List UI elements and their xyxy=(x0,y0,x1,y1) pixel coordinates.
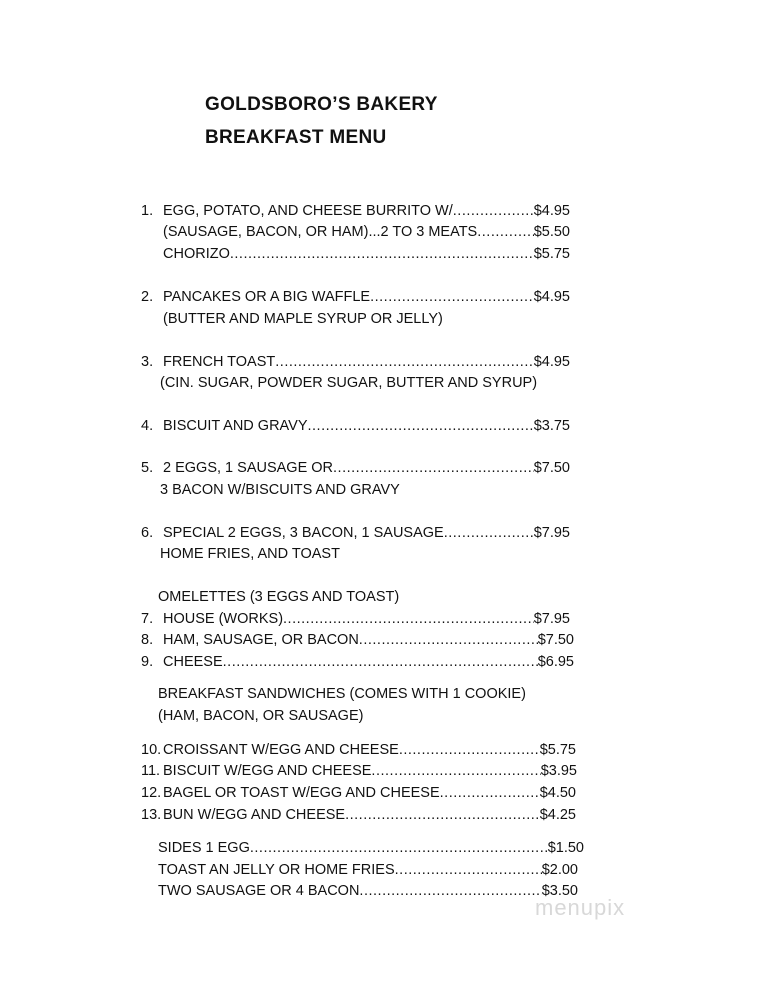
item-number: 4. xyxy=(141,418,154,434)
item-number: 3. xyxy=(141,354,154,370)
menu-line xyxy=(141,805,576,825)
menu-line xyxy=(163,309,623,329)
dot-leader xyxy=(345,805,540,825)
menu-line xyxy=(141,630,574,650)
sandwiches-subheader: (HAM, BACON, OR SAUSAGE) xyxy=(158,708,364,724)
menu-line xyxy=(160,544,620,564)
dot-leader xyxy=(359,630,538,650)
item-name: PANCAKES OR A BIG WAFFLE xyxy=(163,289,371,305)
item-name: CROISSANT W/EGG AND CHEESE xyxy=(163,742,399,758)
menu-line xyxy=(163,222,570,242)
item-name: BUN W/EGG AND CHEESE xyxy=(163,807,346,823)
item-number: 2. xyxy=(141,289,154,305)
sandwiches-header: BREAKFAST SANDWICHES (COMES WITH 1 COOKIE) xyxy=(158,686,526,702)
item-price: $6.95 xyxy=(537,654,574,670)
item-number: 11. xyxy=(141,763,161,779)
item-name: HOME FRIES, AND TOAST xyxy=(160,546,340,562)
dot-leader xyxy=(223,652,538,672)
item-price: $7.50 xyxy=(537,632,574,648)
item-number: 10. xyxy=(141,742,162,758)
item-name: (BUTTER AND MAPLE SYRUP OR JELLY) xyxy=(163,311,443,327)
menu-line xyxy=(158,881,578,901)
item-number: 6. xyxy=(141,525,154,541)
menu-line xyxy=(141,652,574,672)
menu-line xyxy=(158,860,578,880)
item-name: EGG, POTATO, AND CHEESE BURRITO W/ xyxy=(163,203,453,219)
item-price: $1.50 xyxy=(547,840,584,856)
item-name: 2 EGGS, 1 SAUSAGE OR xyxy=(163,460,334,476)
item-name: FRENCH TOAST xyxy=(163,354,276,370)
item-name: SPECIAL 2 EGGS, 3 BACON, 1 SAUSAGE xyxy=(163,525,444,541)
menu-line xyxy=(141,783,576,803)
dot-leader xyxy=(371,761,540,781)
menupix-watermark: menupix xyxy=(535,895,626,920)
item-number: 8. xyxy=(141,632,154,648)
item-name: BISCUIT W/EGG AND CHEESE xyxy=(163,763,372,779)
dot-leader xyxy=(399,740,540,760)
item-price: $5.75 xyxy=(533,246,570,262)
item-price: $7.50 xyxy=(533,460,570,476)
menu-line xyxy=(141,740,576,760)
item-price: $4.95 xyxy=(533,289,570,305)
item-name: HAM, SAUSAGE, OR BACON xyxy=(163,632,359,648)
menu-line xyxy=(141,761,577,781)
dot-leader xyxy=(230,244,534,264)
item-price: $2.00 xyxy=(541,862,578,878)
dot-leader xyxy=(453,201,534,221)
dot-leader xyxy=(440,783,540,803)
item-name: (CIN. SUGAR, POWDER SUGAR, BUTTER AND SYRUP) xyxy=(160,375,538,391)
item-price: $4.50 xyxy=(539,785,576,801)
item-price: $4.95 xyxy=(533,203,570,219)
item-name: CHEESE xyxy=(163,654,223,670)
item-price: $3.75 xyxy=(533,418,570,434)
item-name: TWO SAUSAGE OR 4 BACON xyxy=(158,883,360,899)
item-number: 1. xyxy=(141,203,154,219)
menu-line xyxy=(141,458,570,478)
item-number: 13. xyxy=(141,807,162,823)
item-name: BISCUIT AND GRAVY xyxy=(163,418,308,434)
item-price: $4.25 xyxy=(539,807,576,823)
menu-line xyxy=(160,373,620,393)
item-name: SIDES 1 EGG xyxy=(158,840,250,856)
item-price: $5.75 xyxy=(539,742,576,758)
item-price: $3.50 xyxy=(541,883,578,899)
item-name: (SAUSAGE, BACON, OR HAM)...2 TO 3 MEATS xyxy=(163,224,478,240)
item-name: CHORIZO xyxy=(163,246,230,262)
dot-leader xyxy=(444,523,534,543)
omelettes-header: OMELETTES (3 EGGS AND TOAST) xyxy=(158,589,400,605)
menu-line xyxy=(141,352,570,372)
dot-leader xyxy=(333,458,534,478)
item-price: $3.95 xyxy=(540,763,577,779)
menu-line xyxy=(160,480,620,500)
menu-line xyxy=(141,523,570,543)
dot-leader xyxy=(395,860,542,880)
dot-leader xyxy=(359,881,541,901)
dot-leader xyxy=(308,416,534,436)
menu-line xyxy=(158,838,584,858)
menu-line xyxy=(141,287,570,307)
item-number: 7. xyxy=(141,611,154,627)
menu-line xyxy=(163,244,570,264)
item-price: $7.95 xyxy=(533,611,570,627)
menu-line xyxy=(141,201,570,221)
menu-title: BREAKFAST MENU xyxy=(205,127,387,148)
item-number: 5. xyxy=(141,460,154,476)
item-name: HOUSE (WORKS) xyxy=(163,611,284,627)
dot-leader xyxy=(250,838,548,858)
item-number: 12. xyxy=(141,785,162,801)
item-price: $4.95 xyxy=(533,354,570,370)
item-name: TOAST AN JELLY OR HOME FRIES xyxy=(158,862,395,878)
dot-leader xyxy=(275,352,533,372)
item-name: BAGEL OR TOAST W/EGG AND CHEESE xyxy=(163,785,440,801)
item-price: $7.95 xyxy=(533,525,570,541)
dot-leader xyxy=(370,287,534,307)
menu-line xyxy=(141,416,570,436)
item-number: 9. xyxy=(141,654,154,670)
item-price: $5.50 xyxy=(533,224,570,240)
dot-leader xyxy=(283,609,534,629)
bakery-title: GOLDSBORO’S BAKERY xyxy=(205,94,438,115)
menu-line xyxy=(141,609,570,629)
dot-leader xyxy=(477,222,533,242)
item-name: 3 BACON W/BISCUITS AND GRAVY xyxy=(160,482,400,498)
